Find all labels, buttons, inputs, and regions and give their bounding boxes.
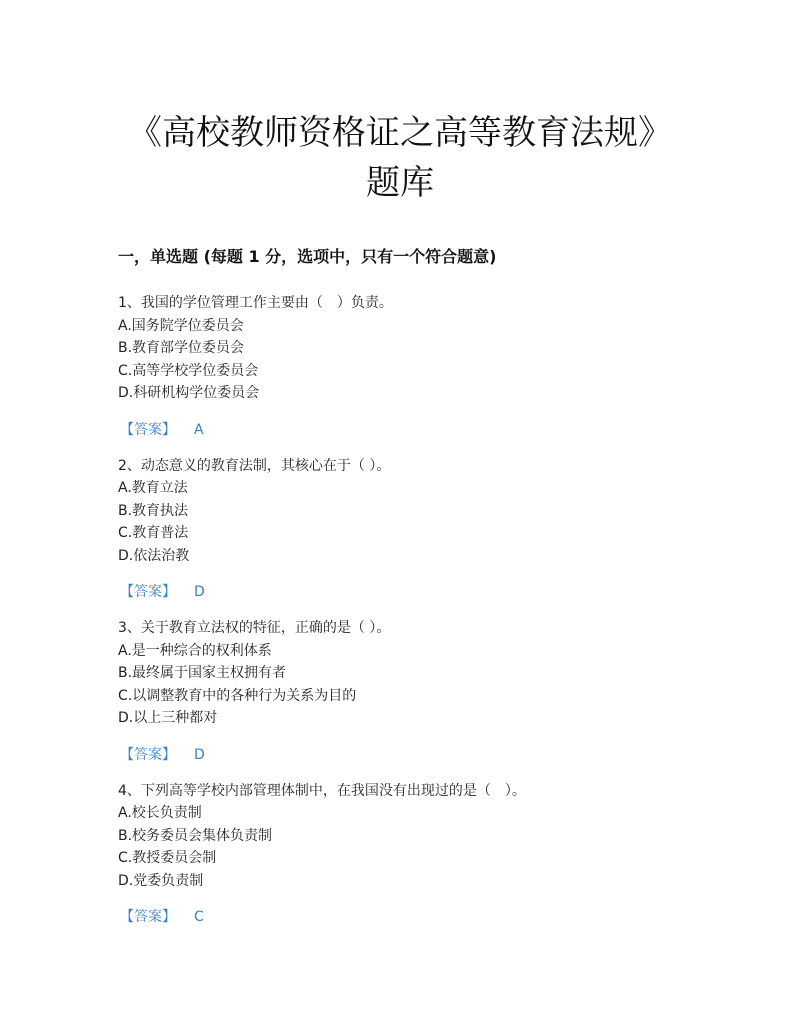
answer-line (118, 906, 738, 928)
title-line-1: 《高校教师资格证之高等教育法规》 (128, 113, 672, 153)
section-heading: 一，单选题 (每题 1 分，选项中，只有一个符合题意) (118, 247, 497, 266)
question-text: 3、关于教育立法权的特征，正确的是（ ）。 (118, 620, 391, 636)
question-3 (118, 617, 738, 766)
answer-label: 【答案】 (120, 746, 176, 763)
option-c: C.以调整教育中的各种行为关系为目的 (118, 687, 357, 704)
document-title (0, 108, 800, 208)
answer-value: D (194, 584, 205, 600)
question-text: 4、下列高等学校内部管理体制中，在我国没有出现过的是（ ）。 (118, 782, 526, 799)
option-d: D.依法治教 (118, 547, 190, 564)
option-c: C.教育普法 (118, 525, 189, 541)
option-b: B.教育执法 (118, 502, 189, 519)
answer-value: D (194, 746, 205, 763)
option-c: C.高等学校学位委员会 (118, 362, 259, 379)
question-2 (118, 455, 738, 604)
answer-label: 【答案】 (120, 421, 176, 438)
option-b: B.最终属于国家主权拥有者 (118, 665, 287, 681)
answer-label: 【答案】 (120, 584, 176, 600)
option-a: A.教育立法 (118, 480, 188, 496)
question-text: 1、我国的学位管理工作主要由（ ）负责。 (118, 295, 393, 311)
option-b: B.教育部学位委员会 (118, 340, 245, 356)
question-1 (118, 292, 738, 441)
title-line-2: 题库 (366, 163, 434, 203)
option-c: C.教授委员会制 (118, 850, 217, 866)
option-a: A.校长负责制 (118, 805, 202, 821)
answer-label: 【答案】 (120, 909, 176, 925)
option-a: A.国务院学位委员会 (118, 317, 244, 334)
option-a: A.是一种综合的权利体系 (118, 642, 272, 659)
option-b: B.校务委员会集体负责制 (118, 827, 273, 844)
answer-line (118, 744, 738, 766)
question-4 (118, 780, 738, 929)
question-text: 2、动态意义的教育法制，其核心在于（ ）。 (118, 457, 391, 474)
answer-line (118, 581, 738, 603)
question-list (118, 292, 738, 942)
answer-value: C (194, 909, 204, 925)
option-d: D.党委负责制 (118, 872, 204, 889)
option-d: D.科研机构学位委员会 (118, 385, 260, 401)
option-d: D.以上三种都对 (118, 710, 218, 726)
answer-value: A (194, 421, 204, 438)
answer-line (118, 419, 738, 441)
